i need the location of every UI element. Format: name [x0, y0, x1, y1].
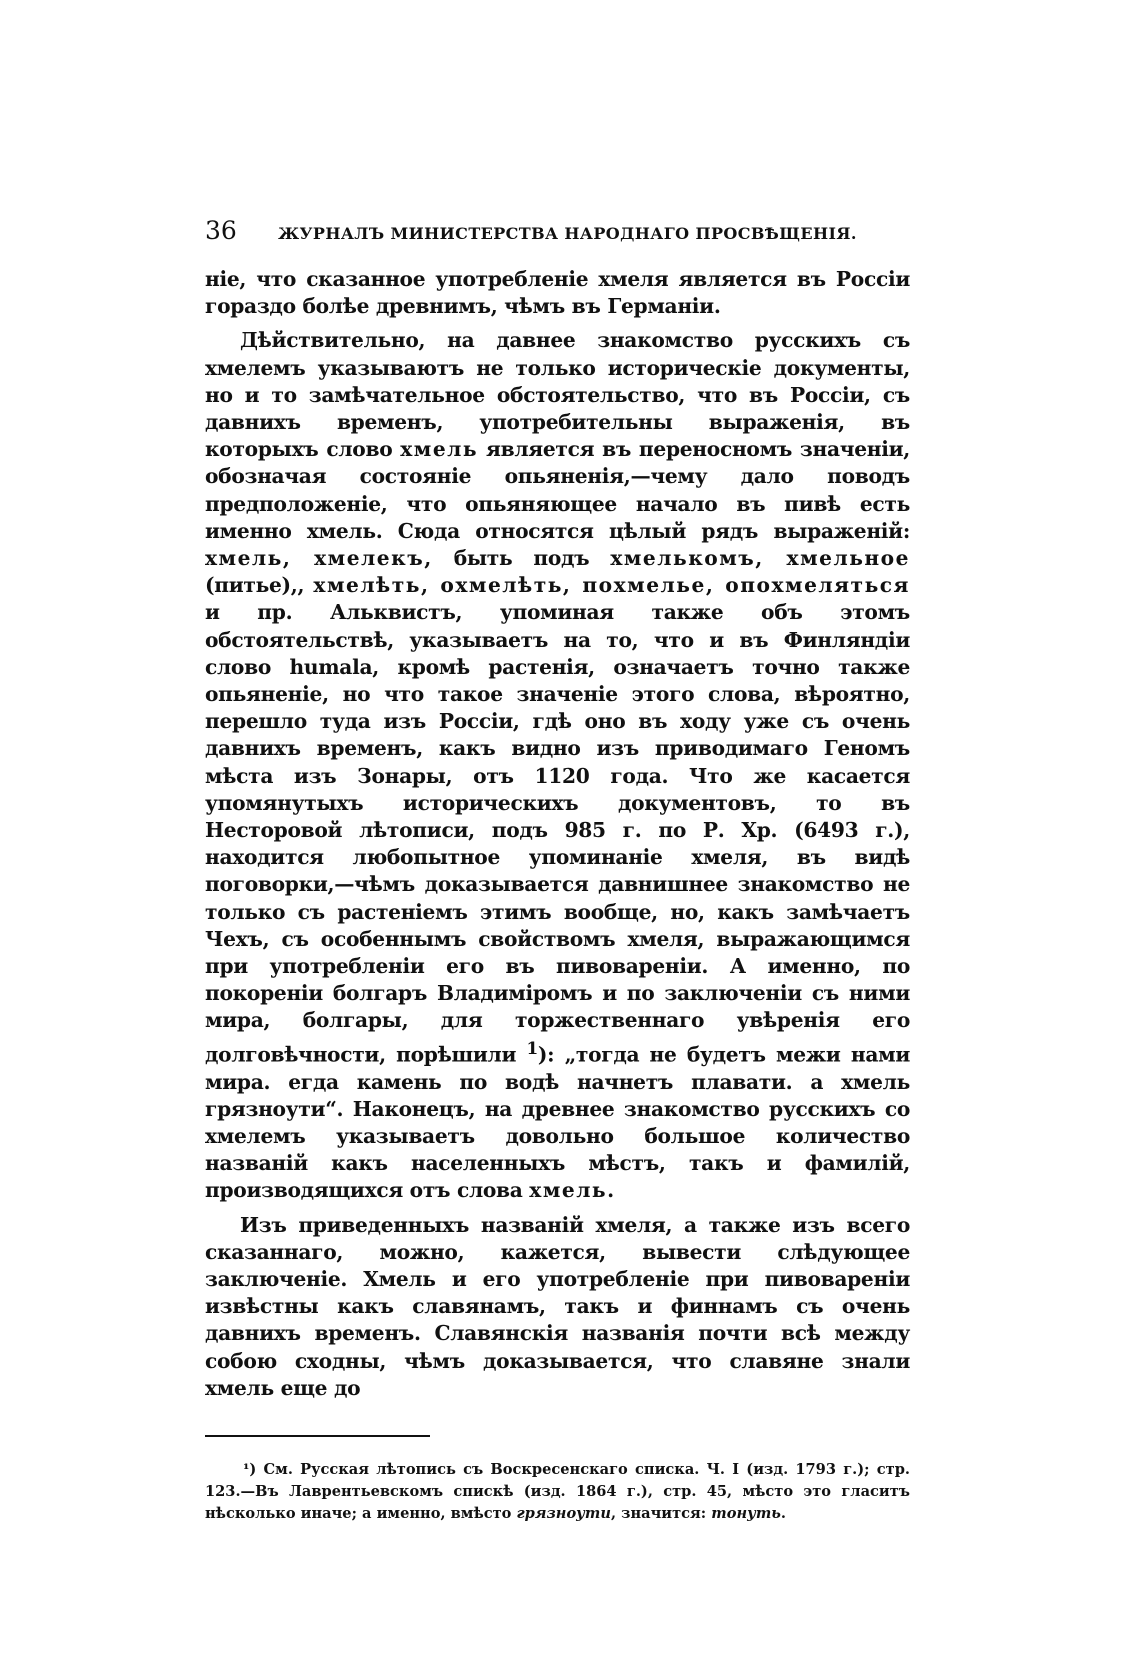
page-header [205, 216, 910, 250]
p2-word-4: хмелѣть, охмелѣть, похмелье, опохмеляться [313, 573, 910, 598]
body-text [205, 266, 910, 1402]
footnote-em-2: тонуть [711, 1505, 781, 1523]
footnote-em-1: грязноути [516, 1505, 611, 1523]
p2-text-c: быть подъ [453, 546, 590, 571]
p2-text-b: является въ переносномъ значеніи, обозначая состояніе опьяненія,—чему дало поводъ предположеніе, что опьяняющее начало въ пивѣ есть именно хмель. Сюда относятся цѣлый рядъ выраженій: [205, 437, 910, 543]
footnote-ref[interactable]: 1 [526, 1037, 538, 1058]
footnote-marker: ¹) [243, 1461, 257, 1479]
p2-text-a: Дѣйствительно, на давнее знакомство русскихъ съ хмелемъ указываютъ не только историческіе документы, но и то замѣчательное обстоятельство, что въ Россіи, съ давнихъ временъ, употребительны выраженія, въ которыхъ слово [205, 328, 910, 462]
p2-word-2: хмель, хмелекъ, [205, 546, 433, 571]
footnote-text-c: . [780, 1505, 786, 1523]
p2-word-5: хмель [529, 1178, 608, 1203]
paragraph-1: ніе, что сказанное употребленіе хмеля является въ Россіи гораздо болѣе древнимъ, чѣмъ въ Германіи. [205, 267, 910, 319]
p2-text-d: (питье), [205, 573, 298, 598]
running-title: ЖУРНАЛЪ МИНИСТЕРСТВА НАРОДНАГО ПРОСВѢЩЕНІЯ. [278, 224, 857, 243]
p2-text-f: ): „тогда не будетъ межи нами мира. егда камень по водѣ начнетъ плавати. а хмель грязноути“. Наконецъ, на древнее знакомство русскихъ со хмелемъ указываетъ довольно большое количество названій какъ населенныхъ мѣстъ, такъ и фамилій, производящихся отъ слова [205, 1042, 911, 1203]
p2-word-1: хмель [400, 437, 479, 462]
p2-text-e: и пр. Альквистъ, упоминая также объ этомъ обстоятельствѣ, указываетъ на то, что и въ Финляндіи слово humala, кромѣ растенія, означаетъ точно также опьяненіе, но что такое значеніе этого слова, вѣроятно, перешло туда изъ Россіи, гдѣ оно въ ходу уже съ очень давнихъ временъ, какъ видно изъ приводимаго Геномъ мѣста изъ Зонары, отъ 1120 года. Что же касается упомянутыхъ историческихъ документовъ, то въ Несторовой лѣтописи, подъ 985 г. по Р. Хр. (6493 г.), находится любопытное упоминаніе хмеля, въ видѣ поговорки,—чѣмъ доказывается давнишнее знакомство не только съ растеніемъ этимъ вообще, но, какъ замѣчаетъ Чехъ, съ особеннымъ свойствомъ хмеля, выражающимся при употребленіи его въ пивовареніи. А именно, по покореніи болгаръ Владиміромъ и по заключеніи съ ними мира, болгары, для торжественнаго увѣренія его долговѣчности, порѣшили [205, 600, 910, 1067]
footnote-text-b: , значится: [610, 1505, 707, 1523]
p2-word-3: хмелькомъ, хмельное [610, 546, 910, 571]
paragraph-3: Изъ приведенныхъ названій хмеля, а также изъ всего сказаннаго, можно, кажется, вывести слѣдующее заключеніе. Хмель и его употребленіе при пивовареніи извѣстны какъ славянамъ, такъ и финнамъ съ очень давнихъ временъ. Славянскія названія почти всѣ между собою сходны, чѣмъ доказывается, что славяне знали хмель еще до [205, 1212, 910, 1400]
p2-text-g: . [607, 1178, 614, 1203]
footnote [205, 1459, 910, 1525]
page-number: 36 [205, 216, 237, 245]
footnote-divider [205, 1435, 430, 1437]
paragraph-2: Дѣйствительно, на давнее знакомство русскихъ съ хмелемъ указываютъ не только историческіе документы, но и то замѣчательное обстоятельство, что въ Россіи, съ давнихъ временъ, употребительны выраженія, въ которыхъ слово хмель является въ переносномъ значеніи, обозначая состояніе опьяненія,—чему дало поводъ предположеніе, что опьяняющее начало въ пивѣ есть именно хмель. Сюда относятся цѣлый рядъ выраженій: хмель, хмелекъ, быть подъ хмелькомъ, хмельное (питье),, хмелѣть, охмелѣть, похмелье, опохмеляться и пр. Альквистъ, упоминая также объ этомъ обстоятельствѣ, указываетъ на то, что и въ Финляндіи слово humala, кромѣ растенія, означаетъ точно также опьяненіе, но что такое значеніе этого слова, вѣроятно, перешло туда изъ Россіи, гдѣ оно въ ходу уже съ очень давнихъ временъ, какъ видно изъ приводимаго Геномъ мѣста изъ Зонары, отъ 1120 года. Что же касается упомянутыхъ историческихъ документовъ, то въ Несторовой лѣтописи, подъ 985 г. по Р. Хр. (6493 г.), находится любопытное упоминаніе хмеля, въ видѣ поговорки,—чѣмъ доказывается давнишнее знакомство не только съ растеніемъ этимъ вообще, но, какъ замѣчаетъ Чехъ, съ особеннымъ свойствомъ хмеля, выражающимся при употребленіи его въ пивовареніи. А именно, по покореніи болгаръ Владиміромъ и по заключеніи съ ними мира, болгары, для торжественнаго увѣренія его долговѣчности, порѣшили $^1$): „тогда не будетъ межи нами мира. егда камень по водѣ начнетъ плавати. а хмель грязноути“. Наконецъ, на древнее знакомство русскихъ со хмелемъ указываетъ довольно большое количество названій какъ населенныхъ мѣстъ, такъ и фамилій, производящихся отъ слова хмель. [205, 328, 911, 1203]
footnote-text-a: См. Русская лѣтопись съ Воскресенскаго списка. Ч. I (изд. 1793 г.); стр. 123.—Въ Лаврентьевскомъ спискѣ (изд. 1864 г.), стр. 45, мѣсто это гласитъ нѣсколько иначе; а именно, вмѣсто [205, 1461, 910, 1523]
footnote-text [205, 1459, 910, 1525]
page [205, 216, 910, 1525]
